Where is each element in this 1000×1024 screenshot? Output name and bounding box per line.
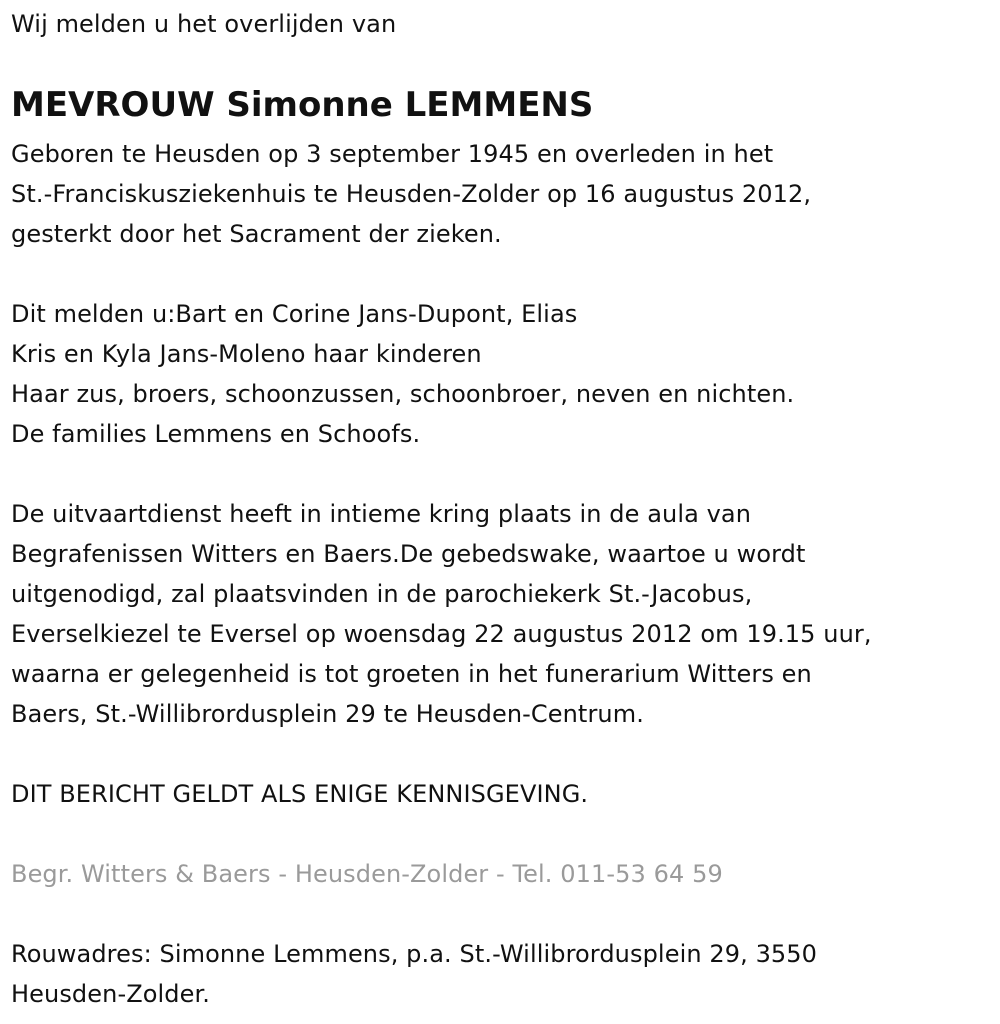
paragraph-line: Heusden-Zolder. <box>11 980 210 1008</box>
undertaker-contact: Begr. Witters & Baers - Heusden-Zolder - Tel. 011-53 64 59 <box>11 860 723 888</box>
paragraph-line: Baers, St.-Willibrordusplein 29 te Heusden-Centrum. <box>11 700 644 728</box>
paragraph-line: Everselkiezel te Eversel op woensdag 22 augustus 2012 om 19.15 uur, <box>11 620 872 648</box>
paragraph-line: Dit melden u:Bart en Corine Jans-Dupont, Elias <box>11 300 578 328</box>
paragraph-line: De families Lemmens en Schoofs. <box>11 420 421 448</box>
undertaker-paragraph <box>11 854 723 894</box>
birth-death-paragraph <box>11 134 811 254</box>
paragraph-line: uitgenodigd, zal plaatsvinden in de parochiekerk St.-Jacobus, <box>11 580 753 608</box>
paragraph-line: Begrafenissen Witters en Baers.De gebedswake, waartoe u wordt <box>11 540 806 568</box>
paragraph-line: Kris en Kyla Jans-Moleno haar kinderen <box>11 340 482 368</box>
address-paragraph <box>11 934 817 1014</box>
paragraph-line: Rouwadres: Simonne Lemmens, p.a. St.-Willibrordusplein 29, 3550 <box>11 940 818 968</box>
deceased-name: MEVROUW Simonne LEMMENS <box>11 85 594 125</box>
service-paragraph <box>11 494 872 734</box>
paragraph-line: Geboren te Heusden op 3 september 1945 en overleden in het <box>11 140 774 168</box>
intro-text: Wij melden u het overlijden van <box>11 10 397 38</box>
paragraph-line: gesterkt door het Sacrament der zieken. <box>11 220 502 248</box>
paragraph-line: Haar zus, broers, schoonzussen, schoonbroer, neven en nichten. <box>11 380 795 408</box>
paragraph-line: waarna er gelegenheid is tot groeten in het funerarium Witters en <box>11 660 812 688</box>
family-paragraph <box>11 294 794 454</box>
notice-paragraph <box>11 774 588 814</box>
notice-text: DIT BERICHT GELDT ALS ENIGE KENNISGEVING. <box>11 780 589 808</box>
paragraph-line: De uitvaartdienst heeft in intieme kring plaats in de aula van <box>11 500 752 528</box>
paragraph-line: St.-Franciskusziekenhuis te Heusden-Zolder op 16 augustus 2012, <box>11 180 812 208</box>
